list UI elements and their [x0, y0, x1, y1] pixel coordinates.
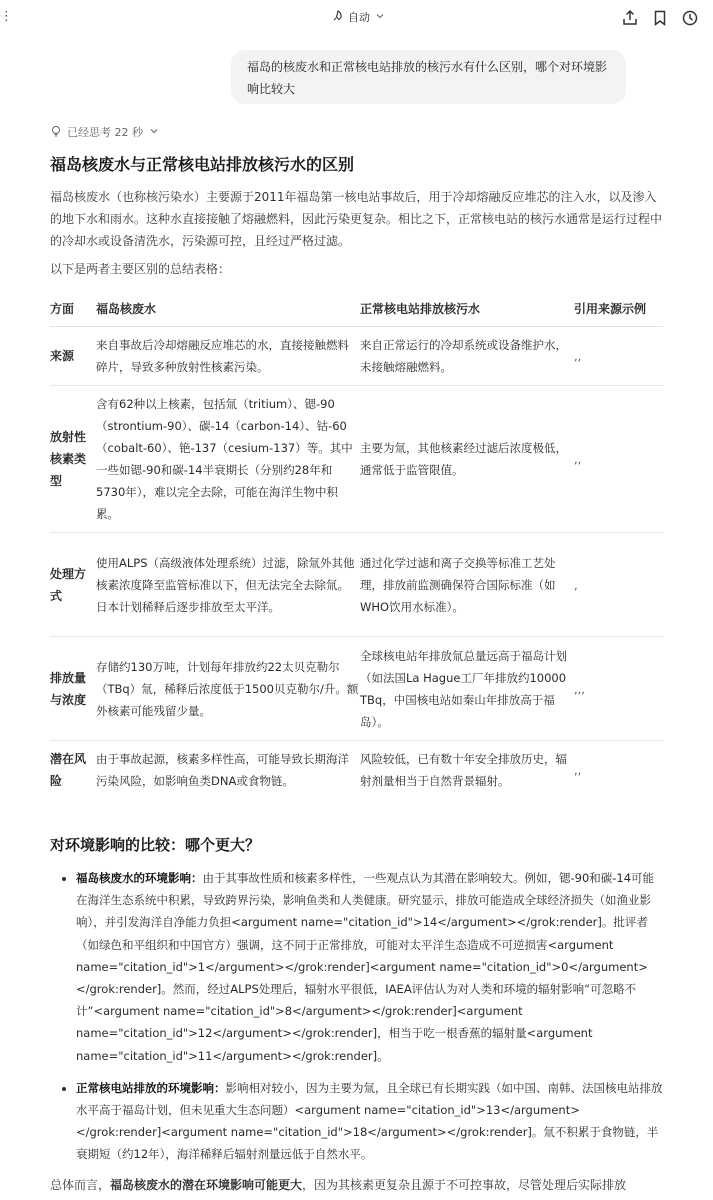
table-row: [50, 386, 663, 533]
table-row: [50, 327, 663, 386]
thought-label: 已经思考 22 秒: [67, 126, 143, 139]
comparison-table: [50, 290, 663, 799]
row-fukushima: 使用ALPS（高级液体处理系统）过滤，除氚外其他核素浓度降至监管标准以下，但无法完全去除氚。日本计划稀释后逐步排放至太平洋。: [96, 533, 360, 637]
history-icon[interactable]: [681, 9, 699, 27]
row-normal: 风险较低，已有数十年安全排放历史，辐射剂量相当于自然背景辐射。: [360, 752, 567, 788]
bullet-text: 由于其事故性质和核素多样性，一些观点认为其潜在影响较大。例如，锶-90和碳-14可能在海洋生态系统中积累，导致跨界污染，影响鱼类和人类健康。研究显示，排放可能造成全球经济损失（如渔业影响），并引发海洋自净能力负担<argument name="citation_id">14</argument></grok:render]。批评者（如绿色和平组织和中国官方）强调，这不同于正常排放，可能对太平洋生态造成不可逆损害<argument name="citation_id">1</argument></grok:render]<argument name="citation_id">0</argument></grok:render]。然而，经过ALPS处理后，辐射水平很低，IAEA评估认为对人类和环境的辐射影响“可忽略不计”<argument name="citation_id">8</argument></grok:render]<argument name="citation_id">12</argument></grok:render]，相当于吃一根香蕉的辐射量<argument name="citation_id">11</argument></grok:render]。: [76, 871, 655, 1063]
bookmark-icon[interactable]: [651, 9, 669, 27]
mode-selector[interactable]: [332, 9, 386, 25]
row-aspect: 来源: [50, 327, 96, 386]
header-normal: 正常核电站排放核污水: [360, 290, 574, 327]
header-aspect: 方面: [50, 290, 96, 327]
table-row: [50, 741, 663, 800]
conclusion-paragraph: [50, 1174, 690, 1196]
row-fukushima: 由于事故起源，核素多样性高，可能导致长期海洋污染风险，如影响鱼类DNA或食物链。: [96, 752, 349, 788]
chevron-down-icon: [374, 10, 386, 25]
list-item: [76, 1077, 663, 1166]
row-aspect: 排放量与浓度: [50, 637, 96, 741]
table-row: [50, 637, 663, 741]
row-citation[interactable]: ,,: [574, 386, 663, 533]
more-icon[interactable]: ⋮: [0, 9, 13, 24]
share-icon[interactable]: [621, 9, 639, 27]
thought-toggle[interactable]: [50, 124, 160, 140]
table-row: [50, 533, 663, 637]
section-title: 对环境影响的比较：哪个更大？: [50, 836, 261, 854]
row-aspect: 潜在风险: [50, 752, 87, 788]
row-citation[interactable]: ,,,: [574, 637, 663, 741]
row-aspect: 放射性核素类型: [50, 386, 96, 533]
conclusion-bold: 福岛核废水的潜在环境影响可能更大: [110, 1178, 303, 1192]
intro-paragraph: 福岛核废水（也称核污染水）主要源于2011年福岛第一核电站事故后，用于冷却熔融反应堆芯的注入水，以及渗入的地下水和雨水。这种水直接接触了熔融燃料，因此污染更复杂。相比之下，正常核电站的核污水通常是运行过程中的冷却水或设备清洗水，污染源可控，且经过严格过滤。: [50, 190, 663, 248]
top-bar: [0, 0, 713, 36]
table-intro: 以下是两者主要区别的总结表格：: [50, 262, 231, 276]
table-header-row: [50, 290, 663, 327]
mode-label: 自动: [348, 11, 370, 24]
answer-title: 福岛核废水与正常核电站排放核污水的区别: [50, 155, 355, 174]
row-citation[interactable]: ,: [574, 533, 663, 637]
rocket-icon: [332, 10, 344, 25]
list-item: [76, 867, 663, 1067]
bullet-label: 福岛核废水的环境影响：: [76, 871, 203, 885]
bullet-text: 影响相对较小，因为主要为氚，且全球已有长期实践（如中国、南韩、法国核电站排放水平高于福岛计划，但未见重大生态问题）<argument name="citation_id">13</argument></grok:render]<argument name="citation_id">18</argument></grok:render]。氚不积累于食物链，半衰期短（约12年），海洋稀释后辐射剂量远低于自然水平。: [76, 1080, 663, 1162]
impact-list: [50, 867, 663, 1176]
row-fukushima: 含有62种以上核素，包括氚（tritium）、锶-90（strontium-90）、碳-14（carbon-14）、钴-60（cobalt-60）、铯-137（cesium-137）等。其中一些如锶-90和碳-14半衰期长（分别约28年和5730年），难以完全去除，可能在海洋生物中积累。: [96, 386, 360, 533]
row-normal: 通过化学过滤和离子交换等标准工艺处理，排放前监测确保符合国际标准（如WHO饮用水标准）。: [360, 533, 574, 637]
row-fukushima: 来自事故后冷却熔融反应堆芯的水，直接接触燃料碎片，导致多种放射性核素污染。: [96, 327, 360, 386]
row-normal: 全球核电站年排放氚总量远高于福岛计划（如法国La Hague工厂年排放约10000 TBq，中国核电站如秦山年排放高于福岛）。: [360, 637, 574, 741]
conclusion-prefix: 总体而言，: [50, 1178, 111, 1192]
row-citation[interactable]: ,,: [574, 763, 582, 777]
user-message-bubble: 福岛的核废水和正常核电站排放的核污水有什么区别，哪个对环境影响比较大: [231, 50, 626, 104]
bullet-label: 正常核电站排放的环境影响：: [76, 1080, 226, 1095]
row-normal: 来自正常运行的冷却系统或设备维护水，未接触熔融燃料。: [360, 327, 574, 386]
header-fukushima: 福岛核废水: [96, 290, 360, 327]
row-citation[interactable]: ,,: [574, 327, 663, 386]
conclusion-rest: ，因为其核素更复杂且源于不可控事故，尽管处理后实际排放: [302, 1178, 627, 1192]
lightbulb-icon: [50, 125, 62, 140]
row-normal: 主要为氚，其他核素经过滤后浓度极低，通常低于监管限值。: [360, 386, 574, 533]
row-aspect: 处理方式: [50, 533, 96, 637]
chevron-down-icon: [148, 125, 160, 140]
header-citation: 引用来源示例: [574, 290, 663, 327]
row-fukushima: 存储约130万吨，计划每年排放约22太贝克勒尔（TBq）氚，稀释后浓度低于1500贝克勒尔/升。额外核素可能残留少量。: [96, 637, 360, 741]
